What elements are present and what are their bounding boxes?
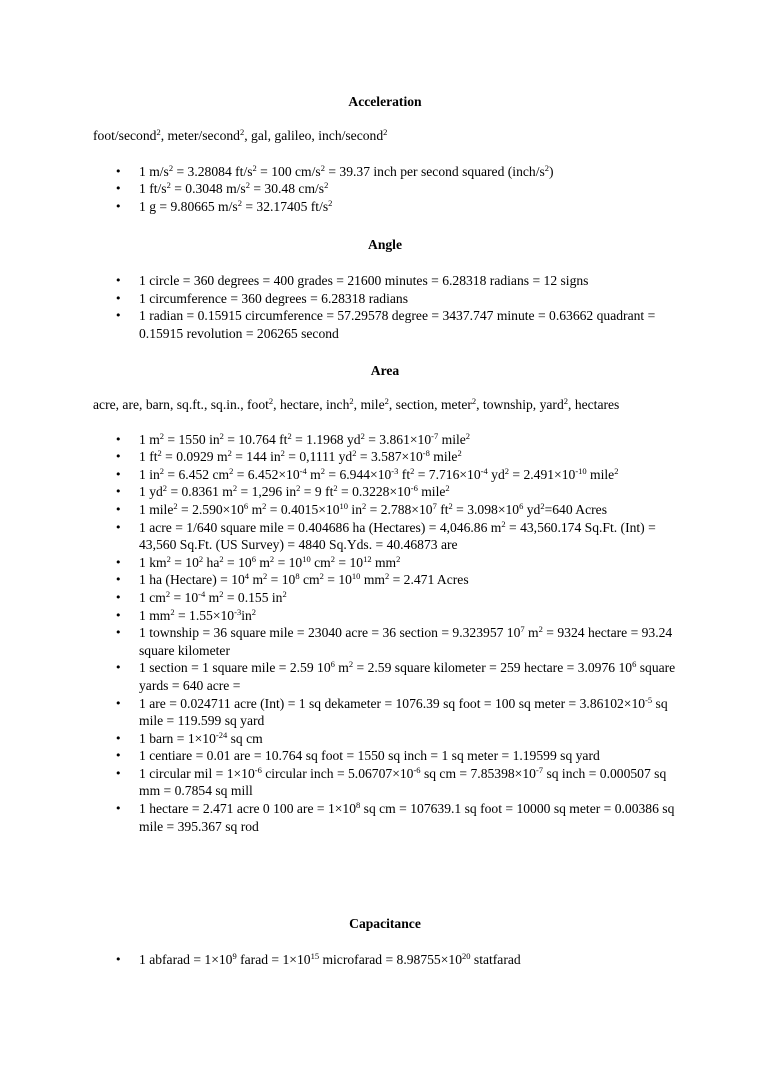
exponent: 2	[268, 396, 274, 406]
exponent: 2	[296, 483, 301, 494]
conversion-item: • 1 $ft^2 = 0.0929$ $m^2 = 144$ $in^2 = 0,1111$ $yd^2 = 3.587\times 10^{-8}$ mile$^2$	[93, 448, 677, 466]
conversion-item: • 1 centiare = 0.01 are = 10.764 sq foot = 1550 sq inch = 1 sq meter = 1.19599 sq yard	[93, 747, 677, 765]
exponent: 2	[269, 553, 275, 564]
conversion-item: • 1 mile$^2$ = $2.590\times 10^6$ $m^2 = 0.4015\times 10^{10}$ $in^2 = 2.788\times 10^7$ $ft^2 = 3.098\times 10^6$ $yd^2=640$ Acres	[93, 501, 677, 519]
exponent: 2	[198, 553, 204, 564]
section-acceleration	[93, 93, 677, 215]
conversion-item: • 1 $ft/s^2 = 0.3048$ $m/s^2 = 30.48$ $cm/s^2$	[93, 180, 677, 198]
exponent: 2	[362, 500, 367, 511]
conversion-item: • 1 radian = 0.15915 circumference = 57.29578 degree = 3437.747 minute = 0.63662 quadrant = 0.15915 revolution = 206265 second	[93, 307, 677, 342]
exponent: 2	[614, 465, 619, 476]
conversion-item: • 1 circle = 360 degrees = 400 grades = 21600 minutes = 6.28318 radians = 12 signs	[93, 272, 677, 290]
exponent: 2	[504, 465, 509, 476]
section-capacitance	[93, 915, 677, 969]
exponent: 4	[244, 571, 250, 582]
exponent: 2	[324, 180, 329, 191]
exponent: 2	[384, 396, 389, 406]
exponent: 2	[352, 448, 357, 459]
exponent: 2	[349, 396, 354, 406]
exponent: 2	[162, 483, 168, 494]
conversion-item: • 1 $km^2 = 10^2$ $ha^2 = 10^6$ $m^2 = 10^{10}$ $cm^2 = 10^{12}$ $mm^2$	[93, 554, 677, 572]
section-title: Area	[370, 363, 400, 378]
exponent: 2	[237, 197, 242, 208]
exponent: 10	[351, 571, 361, 582]
exponent: 2	[156, 127, 161, 137]
exponent: 2	[320, 162, 325, 173]
exponent: 2	[157, 448, 162, 459]
exponent: 2	[448, 500, 453, 511]
exponent: 2	[320, 465, 325, 476]
exponent: 6	[519, 500, 524, 511]
exponent: 2	[173, 500, 178, 511]
exponent: 2	[170, 606, 175, 617]
conversion-item: • 1 $mm^2 = 1.55\times 10^{-3}in^2$	[93, 607, 677, 625]
exponent: -4	[198, 588, 206, 599]
exponent: -24	[215, 729, 228, 740]
conversion-item: • 1 barn = $1\times 10^{-24}$ sq cm	[93, 730, 677, 748]
conversion-item: • 1 acre = 1/640 square mile = 0.404686 ha (Hectares) = 4,046.86 $m^2 = 43,560.174$ Sq.Ft. (Int) = 43,560 Sq.Ft. (US Survey) = 4840 Sq.Yds. = 40.46873 are	[93, 519, 677, 554]
exponent: 8	[295, 571, 300, 582]
exponent: 2	[328, 197, 333, 208]
conversion-item: • 1 are = 0.024711 acre (Int) = 1 sq dekameter = 1076.39 sq foot = 100 sq meter = $3.86102\times 10^{-5}$ sq mile = 119.599 sq yard	[93, 695, 677, 730]
conversion-list	[93, 431, 677, 836]
exponent: 2	[319, 571, 324, 582]
exponent: 9	[232, 951, 237, 961]
conversion-item: • 1 section = 1 square mile = 2.59 $10^6$ $m^2 = 2.59$ square kilometer = 259 hectare = 3.0976 $10^6$ square yards = 640 acre =	[93, 659, 677, 694]
exponent: 6	[330, 659, 335, 670]
exponent: 2	[227, 448, 232, 459]
exponent: 2	[159, 465, 165, 476]
conversion-item: • 1 $yd^2 = 0.8361$ $m^2 = 1,296$ $in^2 = 9$ $ft^2 = 0.3228\times 10^{-6}$ mile$^2$	[93, 483, 677, 501]
exponent: 2	[538, 624, 543, 635]
exponent: 6	[243, 500, 249, 511]
exponent: 6	[251, 553, 256, 564]
exponent: 2	[219, 588, 224, 599]
exponent: 2	[229, 465, 234, 476]
exponent: 2	[159, 430, 165, 441]
exponent: 2	[287, 430, 292, 441]
exponent: 2	[252, 162, 257, 173]
exponent: 2	[540, 500, 545, 511]
conversion-list	[93, 163, 677, 216]
exponent: 20	[462, 951, 471, 961]
exponent: -5	[645, 694, 653, 705]
exponent: 2	[396, 553, 401, 564]
exponent: -7	[431, 430, 439, 441]
conversion-list	[93, 272, 677, 342]
exponent: 2	[383, 127, 388, 137]
exponent: 2	[239, 127, 245, 137]
exponent: -3	[234, 606, 242, 617]
exponent: 2	[445, 483, 450, 494]
exponent: -3	[391, 465, 399, 476]
exponent: -4	[299, 465, 307, 476]
section-area	[93, 362, 677, 835]
section-title: Acceleration	[348, 94, 422, 109]
conversion-item: • 1 g = 9.80665 $m/s^2 = 32.17405$ $ft/s^2$	[93, 198, 677, 216]
conversion-list	[93, 951, 677, 969]
exponent: 2	[471, 396, 477, 406]
exponent: 2	[563, 396, 569, 406]
exponent: 2	[245, 180, 250, 191]
conversion-item: • 1 ha (Hectare) = $10^4$ $m^2 = 10^8$ $cm^2 = 10^{10}$ $mm^2 = 2.471$ Acres	[93, 571, 677, 589]
exponent: 12	[363, 553, 372, 564]
exponent: 7	[432, 500, 437, 511]
conversion-item: • 1 $in^2 = 6.452$ $cm^2 = 6.452\times 10^{-4}$ $m^2 = 6.944\times 10^{-3}$ $ft^2 = 7.716\times 10^{-4}$ $yd^2 = 2.491\times 10^{-10}$ mile$^2$	[93, 466, 677, 484]
exponent: -10	[575, 465, 587, 476]
exponent: 10	[302, 553, 311, 564]
exponent: -6	[413, 764, 421, 775]
exponent: 2	[232, 483, 238, 494]
conversion-item: • 1 circumference = 360 degrees = 6.28318 radians	[93, 290, 677, 308]
exponent: 2	[457, 448, 462, 459]
exponent: 8	[356, 800, 361, 811]
exponent: 2	[263, 571, 268, 582]
conversion-item: • 1 $m/s^2 = 3.28084$ $ft/s^2 = 100$ $cm/s^2 = 39.37$ inch per second squared $(inch/s^2)$	[93, 163, 677, 181]
exponent: 6	[632, 659, 637, 670]
exponent: 2	[166, 553, 171, 564]
exponent: 2	[219, 430, 224, 441]
conversion-item: • 1 abfarad = $1\times 10^9$ farad = $1\times 10^{15}$ microfarad = $8.98755\times 10^{20}$ statfarad	[93, 951, 677, 969]
conversion-item: • 1 circular mil = $1\times 10^{-6}$ circular inch = $5.06707\times 10^{-6}$ sq cm = $7.85398\times 10^{-7}$ sq inch = 0.000507 sq mm = 0.7854 sq mill	[93, 765, 677, 800]
exponent: 7	[520, 624, 525, 635]
conversion-item: • 1 $m^2 = 1550$ $in^2 = 10.764$ $ft^2 = 1.1968$ $yd^2 = 3.861\times 10^{-7}$ mile$^2$	[93, 431, 677, 449]
section-title: Angle	[368, 237, 402, 252]
exponent: 2	[360, 430, 365, 441]
exponent: 2	[348, 659, 354, 670]
conversion-item: • 1 township = 36 square mile = 23040 acre = 36 section = 9.323957 $10^7$ $m^2 = 9324$ hectare = 93.24 square kilometer	[93, 624, 677, 659]
exponent: 2	[465, 430, 471, 441]
exponent: 2	[251, 606, 257, 617]
exponent: 2	[165, 588, 171, 599]
exponent: 2	[262, 500, 267, 511]
section-title: Capacitance	[349, 916, 421, 931]
exponent: 2	[384, 571, 390, 582]
unit-list: foot/second$^2$, meter/second$^2$, gal, galileo, inch/second$^2$	[93, 127, 388, 143]
exponent: 2	[282, 588, 287, 599]
exponent: 2	[280, 448, 285, 459]
exponent: 2	[410, 465, 415, 476]
exponent: 10	[339, 500, 349, 511]
exponent: 2	[501, 518, 506, 529]
exponent: 15	[310, 951, 320, 961]
exponent: 2	[168, 162, 174, 173]
exponent: -6	[254, 764, 262, 775]
exponent: -4	[480, 465, 488, 476]
exponent: -6	[410, 483, 418, 494]
exponent: 2	[219, 553, 224, 564]
exponent: -8	[422, 448, 430, 459]
exponent: -7	[535, 764, 544, 775]
conversion-item: • 1 $cm^2 = 10^{-4}$ $m^2 = 0.155$ $in^2$	[93, 589, 677, 607]
exponent: 2	[544, 162, 550, 173]
unit-list: acre, are, barn, sq.ft., sq.in., foot$^2$, hectare, inch$^2$, mile$^2$, section, meter$^2$, township, yard$^2$, hectares	[93, 396, 620, 412]
conversion-item: • 1 hectare = 2.471 acre 0 100 are = $1\times 10^8$ sq cm = 107639.1 sq foot = 10000 sq meter = 0.00386 sq mile = 395.367 sq rod	[93, 800, 677, 835]
exponent: 2	[333, 483, 338, 494]
exponent: 2	[166, 180, 171, 191]
exponent: 2	[330, 553, 335, 564]
section-angle	[93, 236, 677, 342]
